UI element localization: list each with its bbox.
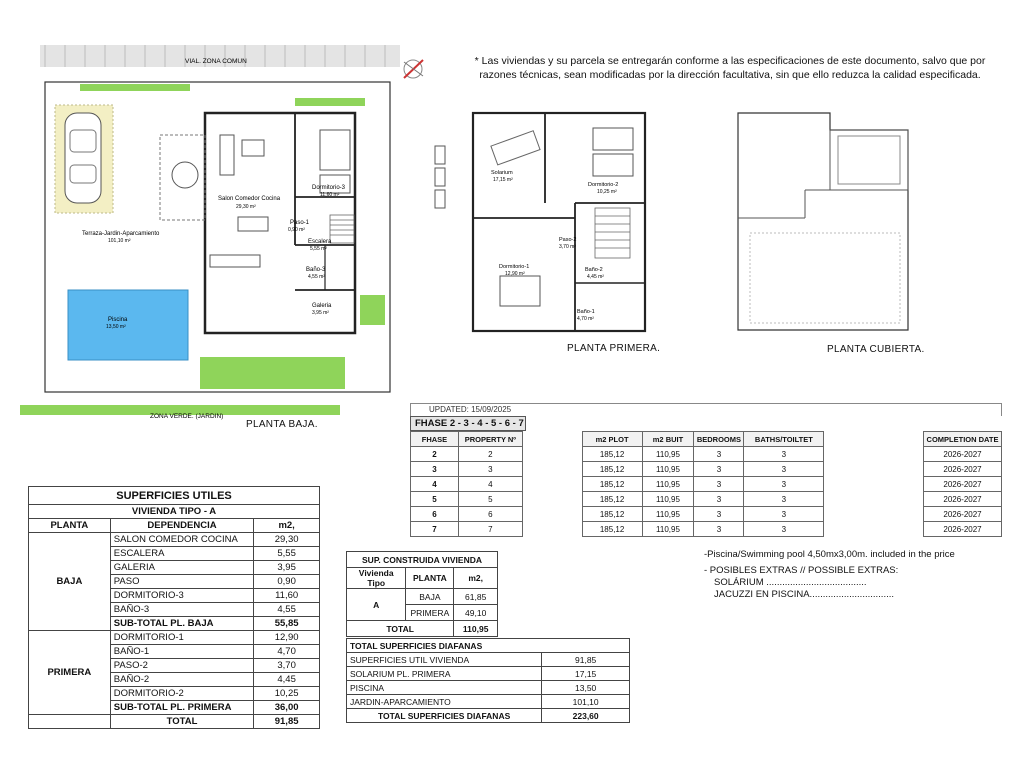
room-label: Paso-2 <box>559 237 577 243</box>
col-bedrooms: BEDROOMS <box>694 432 744 447</box>
col-phase: FHASE <box>411 432 459 447</box>
room-area: 17,15 m² <box>493 177 513 183</box>
table-row: GALERIA 3,95 <box>29 561 320 575</box>
road-label: VIAL. ZONA COMUN <box>185 58 247 65</box>
bed-icon <box>593 128 633 150</box>
coffee-table-icon <box>242 140 264 156</box>
room-area: 4,70 m² <box>577 316 594 322</box>
extra-item: JACUZZI EN PISCINA................................ <box>714 589 894 600</box>
room-area: 29,30 m² <box>236 204 256 210</box>
table-row: PASO-2 3,70 <box>29 659 320 673</box>
lounger-icon <box>491 131 540 165</box>
house-walls <box>205 113 355 333</box>
col-planta: PLANTA <box>29 519 111 533</box>
room-label: Galeria <box>312 303 332 309</box>
room-label: Baño-1 <box>577 309 595 315</box>
updated-date: UPDATED: 15/09/2025 <box>410 403 1002 416</box>
phase-table-block <box>410 403 1002 537</box>
room-area: 5,55 m² <box>310 246 327 252</box>
ground-plan-title: PLANTA BAJA. <box>246 419 318 430</box>
room-label: Escalera <box>308 239 332 245</box>
table-row: BAJA SALON COMEDOR COCINA 29,30 <box>29 533 320 547</box>
green-patch <box>360 295 385 325</box>
roof-terrace <box>838 136 900 184</box>
roof-outline <box>738 113 908 330</box>
col-m2: m2, <box>254 519 320 533</box>
room-area: 11,60 m² <box>320 192 340 198</box>
table-row: DORMITORIO-3 11,60 <box>29 589 320 603</box>
table-row: 6 6 185,12 110,95 3 3 2026-2027 <box>411 507 1002 522</box>
sofa-icon <box>220 135 234 175</box>
table-row: BAÑO-1 4,70 <box>29 645 320 659</box>
vivienda-tipo: A <box>347 589 406 621</box>
col-plot: m2 PLOT <box>582 432 642 447</box>
extra-item: SOLÁRIUM ...................................... <box>714 577 867 588</box>
pool <box>68 290 188 360</box>
total-row: TOTAL 110,95 <box>347 621 498 637</box>
bed-icon <box>500 276 540 306</box>
table-row: 3 3 185,12 110,95 3 3 2026-2027 <box>411 462 1002 477</box>
table-title: SUPERFICIES UTILES <box>29 487 320 505</box>
table-title: SUP. CONSTRUIDA VIVIENDA <box>347 552 498 568</box>
room-label: Piscina <box>108 317 128 323</box>
total-row: TOTAL SUPERFICIES DIAFANAS 223,60 <box>347 709 630 723</box>
sup-construida-table: SUP. CONSTRUIDA VIVIENDA Vivienda Tipo PLANTA m2, A BAJA 61,85 PRIMERA 49,10 TOTAL 110,95 <box>346 551 498 637</box>
room-label: Dormitorio-2 <box>588 182 619 188</box>
bed-icon <box>593 154 633 176</box>
green-strip <box>295 98 365 106</box>
roof-plan-title: PLANTA CUBIERTA. <box>827 344 925 355</box>
first-floor-walls <box>473 113 645 331</box>
col-built: m2 BUIT <box>642 432 694 447</box>
phase-table-title: FHASE 2 - 3 - 4 - 5 - 6 - 7 <box>410 416 526 431</box>
roof-slope-area <box>750 233 900 323</box>
room-area: 12,90 m² <box>505 271 525 277</box>
subtotal-row: SUB-TOTAL PL. BAJA 55,85 <box>29 617 320 631</box>
room-label: Terraza-Jardin-Aparcamiento <box>82 231 160 237</box>
table-row: ESCALERA 5,55 <box>29 547 320 561</box>
table-row: PRIMERA DORMITORIO-1 12,90 <box>29 631 320 645</box>
table-row: PISCINA 13,50 <box>347 681 630 695</box>
planta-primera-label: PRIMERA <box>29 631 111 715</box>
table-row: SUPERFICIES UTIL VIVIENDA 91,85 <box>347 653 630 667</box>
total-diafanas-table <box>346 638 630 723</box>
extras-title: - POSIBLES EXTRAS // POSSIBLE EXTRAS: <box>704 565 899 576</box>
room-area: 3,70 m² <box>559 244 576 250</box>
ground-floor-plan <box>20 45 400 430</box>
table-row: 5 5 185,12 110,95 3 3 2026-2027 <box>411 492 1002 507</box>
kitchen-counter-icon <box>210 255 260 267</box>
table-row: SOLARIUM PL. PRIMERA 17,15 <box>347 667 630 681</box>
outdoor-table-icon <box>172 162 198 188</box>
room-area: 13,50 m² <box>106 324 126 330</box>
phase-table <box>410 431 1002 537</box>
room-label: Baño-2 <box>585 267 603 273</box>
window-boxes <box>435 146 445 208</box>
subtotal-row: SUB-TOTAL PL. PRIMERA 36,00 <box>29 701 320 715</box>
room-label: Paso-1 <box>290 220 310 226</box>
superficies-utiles-table <box>28 486 320 729</box>
room-label: Baño-3 <box>306 267 326 273</box>
room-area: 3,95 m² <box>312 310 329 316</box>
col-property: PROPERTY Nº <box>458 432 522 447</box>
green-zone-label: ZONA VERDE. (JARDIN) <box>150 413 224 420</box>
table-row: 4 4 185,12 110,95 3 3 2026-2027 <box>411 477 1002 492</box>
table-row: BAÑO-2 4,45 <box>29 673 320 687</box>
room-area: 0,90 m² <box>288 227 305 233</box>
room-area: 4,55 m² <box>308 274 325 280</box>
room-area: 4,45 m² <box>587 274 604 280</box>
table-row: DORMITORIO-2 10,25 <box>29 687 320 701</box>
table-row: PASO 0,90 <box>29 575 320 589</box>
total-row: TOTAL 91,85 <box>29 715 320 729</box>
table-row: BAÑO-3 4,55 <box>29 603 320 617</box>
stairs-icon <box>330 215 354 243</box>
green-strip <box>80 84 190 91</box>
room-label: Dormitorio-3 <box>312 185 346 191</box>
table-header-row <box>411 432 1002 447</box>
room-label: Dormitorio-1 <box>499 264 530 270</box>
planta-baja-label: BAJA <box>29 533 111 631</box>
col-baths: BATHS/TOILTET <box>744 432 824 447</box>
room-area: 10,25 m² <box>597 189 617 195</box>
col-completion: COMPLETION DATE <box>924 432 1002 447</box>
first-floor-plan <box>425 108 655 340</box>
table-subtitle: VIVIENDA TIPO - A <box>29 505 320 519</box>
table-title: TOTAL SUPERFICIES DIAFANAS <box>347 639 630 653</box>
roof-plan <box>730 108 920 333</box>
bed-icon <box>320 130 350 170</box>
extras-block <box>704 549 1014 601</box>
table-row: 7 7 185,12 110,95 3 3 2026-2027 <box>411 522 1002 537</box>
room-label: Salon Comedor Cocina <box>218 196 281 202</box>
disclaimer-note: * Las viviendas y su parcela se entregarán conforme a las especificaciones de este documento, salvo que por razones técnicas, sean modificadas por la dirección facultativa, sin que ello reduzca la calidad especificada. <box>474 55 986 81</box>
dining-table-icon <box>238 217 268 231</box>
room-area: 101,10 m² <box>108 238 131 244</box>
pool-included-note: -Piscina/Swimming pool 4,50mx3,00m. included in the price <box>704 549 955 560</box>
car-icon <box>65 113 101 203</box>
table-row: PRIMERA 49,10 <box>347 605 498 621</box>
col-dependencia: DEPENDENCIA <box>110 519 253 533</box>
stairs-icon <box>595 208 630 258</box>
green-area <box>200 357 345 389</box>
table-row: 2 2 185,12 110,95 3 3 2026-2027 <box>411 447 1002 462</box>
room-label: Solarium <box>491 170 513 176</box>
table-row: A BAJA 61,85 <box>347 589 498 605</box>
table-row: JARDIN-APARCAMIENTO 101,10 <box>347 695 630 709</box>
compass-icon <box>396 54 432 84</box>
first-plan-title: PLANTA PRIMERA. <box>567 343 661 354</box>
